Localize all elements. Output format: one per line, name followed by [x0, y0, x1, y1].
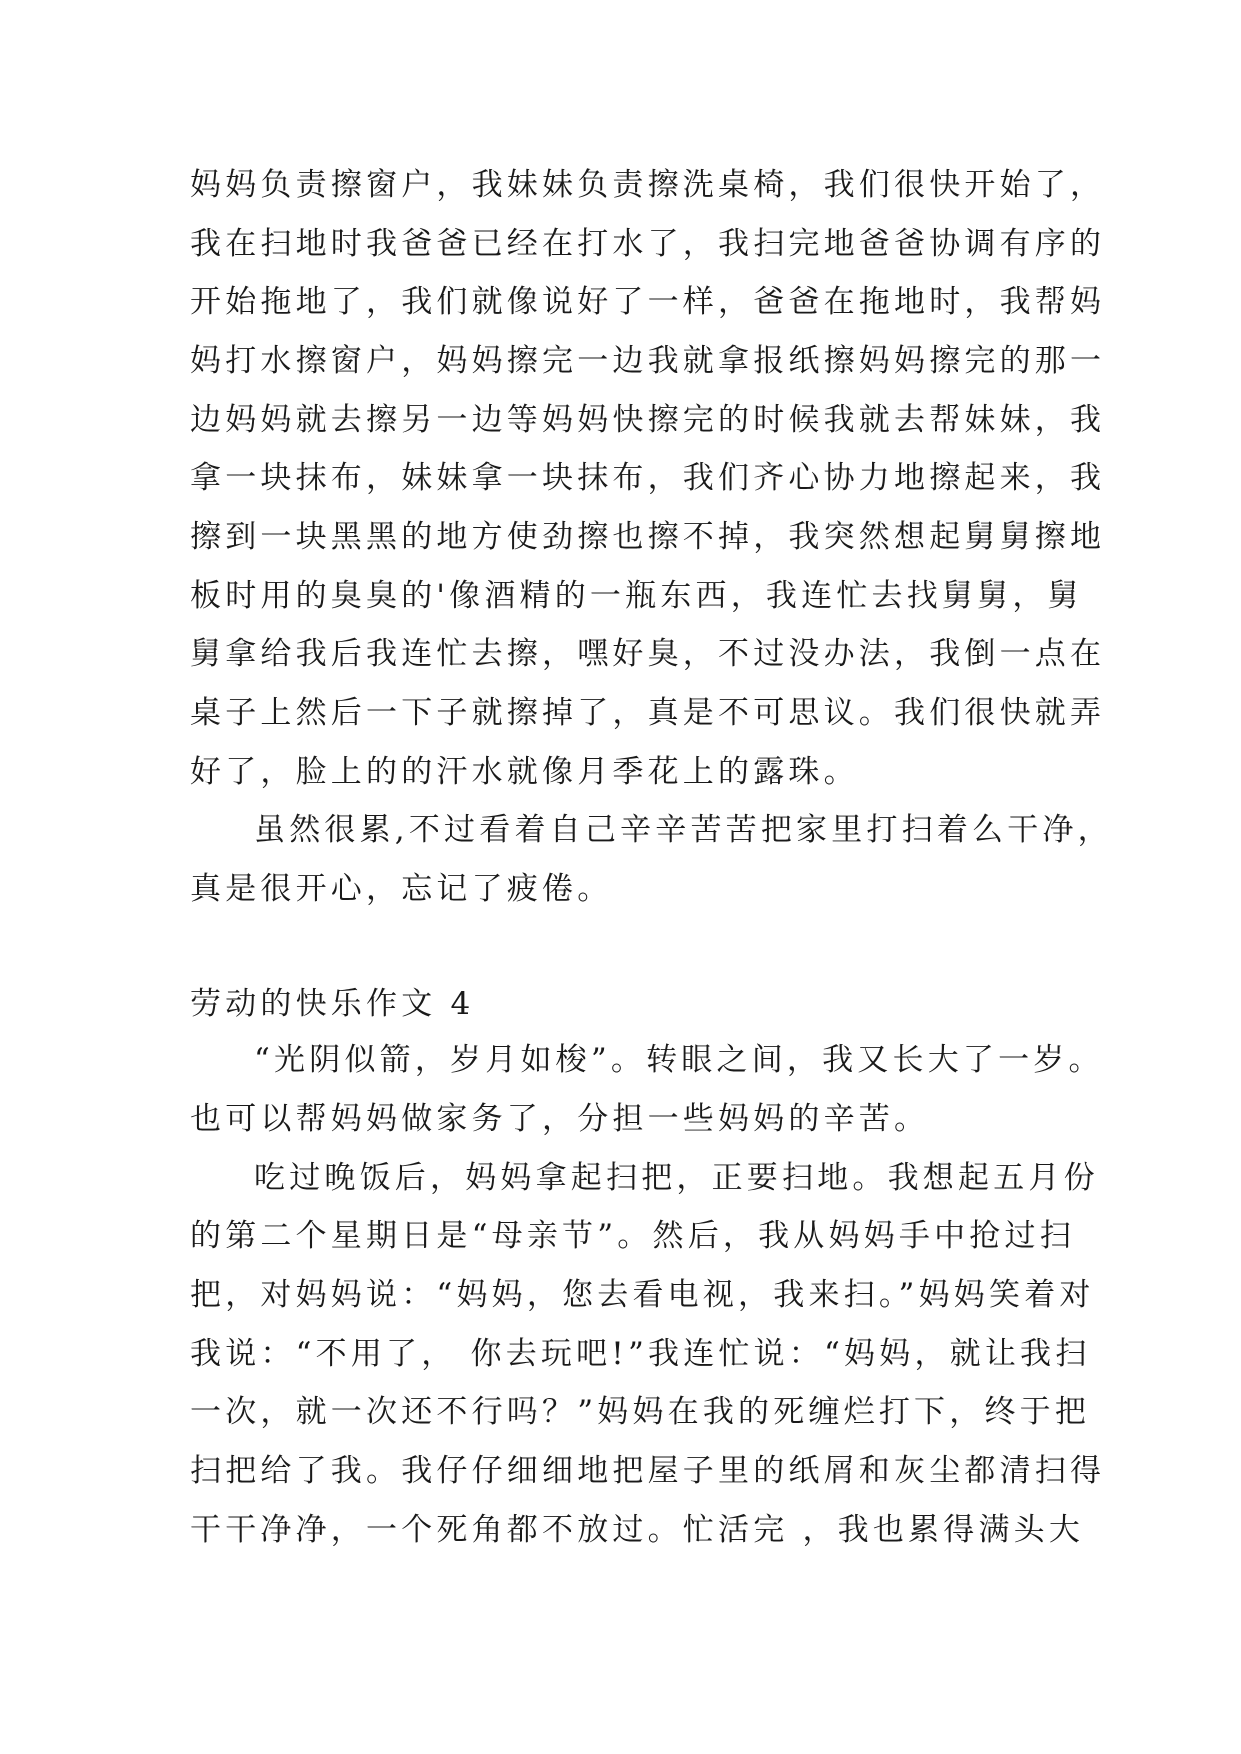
text-line: 一次，就一次还不行吗？”妈妈在我的死缠烂打下，终于把: [190, 1394, 1091, 1430]
text-line: 吃过晚饭后，妈妈拿起扫把，正要扫地。我想起五月份: [254, 1160, 1099, 1196]
text-line: 的第二个星期日是“母亲节”。然后，我从妈妈手中抢过扫: [190, 1218, 1075, 1254]
text-line: 我说：“不用了， 你去玩吧!”我连忙说：“妈妈，就让我扫: [190, 1336, 1091, 1372]
text-line: 把，对妈妈说：“妈妈，您去看电视，我来扫。”妈妈笑着对: [190, 1277, 1095, 1313]
text-line: 擦到一块黑黑的地方使劲擦也擦不掉，我突然想起舅舅擦地: [190, 519, 1106, 555]
text-line: 虽然很累,不过看着自己辛辛苦苦把家里打扫着么干净，: [254, 812, 1113, 848]
text-line: 干干净净，一个死角都不放过。忙活完 ，我也累得满头大: [190, 1512, 1085, 1548]
text-line: 开始拖地了，我们就像说好了一样，爸爸在拖地时，我帮妈: [190, 284, 1106, 320]
text-line: 拿一块抹布，妹妹拿一块抹布，我们齐心协力地擦起来，我: [190, 460, 1106, 496]
text-line: 好了，脸上的的汗水就像月季花上的露珠。: [190, 754, 859, 790]
text-line: 妈妈负责擦窗户，我妹妹负责擦洗桌椅，我们很快开始了，: [190, 167, 1106, 203]
section-heading: 劳动的快乐作文 4: [190, 986, 475, 1022]
text-line: “光阴似箭，岁月如梭”。转眼之间，我又长大了一岁。: [254, 1042, 1104, 1078]
text-line: 也可以帮妈妈做家务了，分担一些妈妈的辛苦。: [190, 1101, 930, 1137]
text-line: 舅拿给我后我连忙去擦，嘿好臭，不过没办法，我倒一点在: [190, 636, 1106, 672]
text-line: 板时用的臭臭的'像酒精的一瓶东西，我连忙去找舅舅，舅: [190, 578, 1083, 614]
text-line: 我在扫地时我爸爸已经在打水了，我扫完地爸爸协调有序的: [190, 226, 1106, 262]
text-line: 扫把给了我。我仔仔细细地把屋子里的纸屑和灰尘都清扫得: [190, 1453, 1106, 1489]
text-line: 妈打水擦窗户，妈妈擦完一边我就拿报纸擦妈妈擦完的那一: [190, 343, 1106, 379]
text-line: 边妈妈就去擦另一边等妈妈快擦完的时候我就去帮妹妹，我: [190, 402, 1106, 438]
text-line: 桌子上然后一下子就擦掉了，真是不可思议。我们很快就弄: [190, 695, 1106, 731]
text-line: 真是很开心，忘记了疲倦。: [190, 871, 613, 907]
